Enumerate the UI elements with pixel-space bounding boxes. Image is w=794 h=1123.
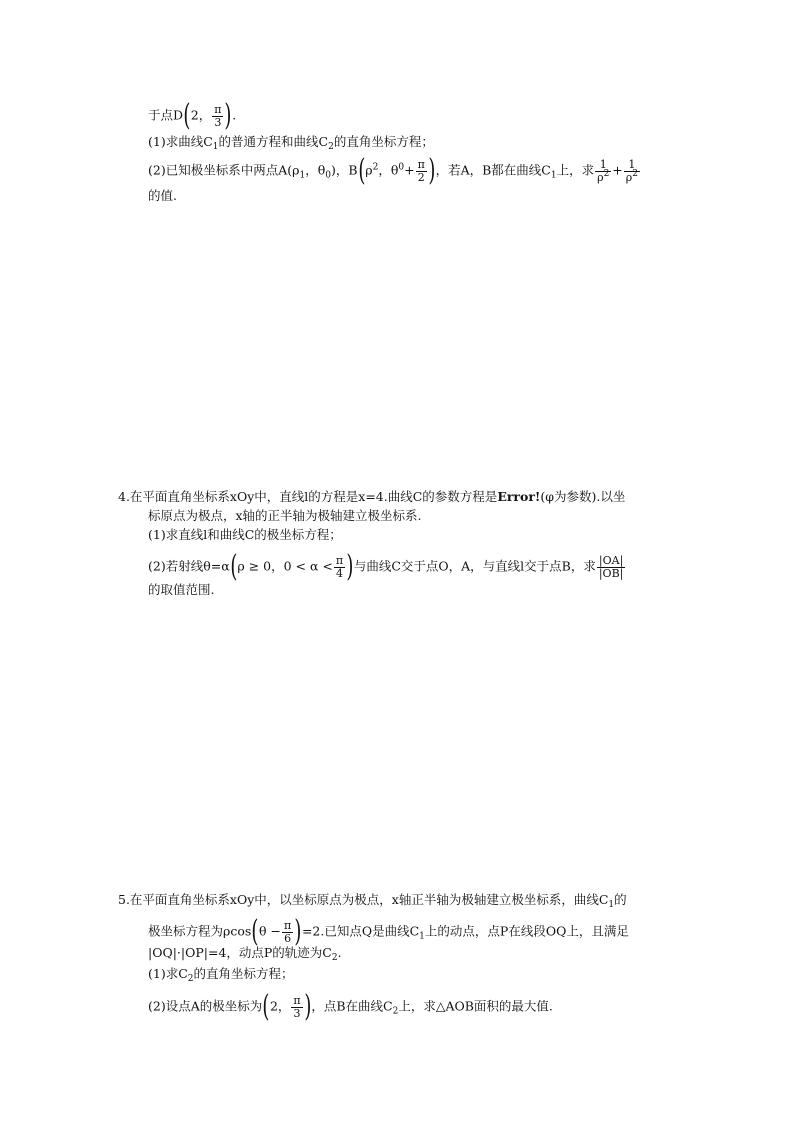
p3-line1: 于点D(2， $\frac{\pi}{3}$ ).: [148, 98, 237, 133]
p3-question-1: (1)求曲线$C_1$的普通方程和曲线$C_2$的直角坐标方程；: [148, 134, 434, 152]
p3-question-2: (2)已知极坐标系中两点$A(\rho_1$，$\theta_0$)，$B(\rho^2$，$\theta^0+$ $\frac{\pi}{2}$ )，若A，B都在曲线$C_1$上，求 $\frac{1}{\rho^2}$ + $\frac{1}{\rho^2}$: [148, 153, 638, 188]
pi-over-6-fraction: $\frac{\pi}{6}$: [284, 918, 292, 945]
p4-question-1: (1)求直线l和曲线C的极坐标方程；: [148, 527, 342, 542]
pi-over-2-fraction: $\frac{\pi}{2}$: [417, 157, 425, 184]
p5-question-2: (2)设点A的极坐标为(2， $\frac{\pi}{3}$ )，点B在曲线$C_2$上，求△AOB面积的最大值.: [148, 989, 553, 1024]
p4-line2: 标原点为极点，x轴的正半轴为极轴建立极坐标系.: [148, 508, 422, 523]
p3-line4: 的值.: [148, 188, 177, 203]
p4-line5: 的取值范围.: [148, 582, 215, 597]
p5-question-1: (1)求$C_2$的直角坐标方程；: [148, 966, 294, 984]
p4-line1: 4.在平面直角坐标系xOy中，直线l的方程是x=4.曲线C的参数方程是Error!(φ为参数).以坐: [118, 489, 626, 504]
error-text: Error!: [497, 489, 541, 504]
p5-line1: 5.在平面直角坐标系xOy中，以坐标原点为极点，x轴正半轴为极轴建立极坐标系，曲线$C_1$的: [118, 892, 627, 910]
pi-over-3-fraction: $\frac{\pi}{3}$: [214, 102, 222, 129]
pi-over-4-fraction: $\frac{\pi}{4}$: [335, 553, 344, 580]
one-over-rho2-squared: $\frac{1}{\rho^2}$: [625, 157, 638, 184]
one-over-rho1-squared: $\frac{1}{\rho^2}$: [597, 157, 610, 184]
p5-line2: 极坐标方程为ρcos(θ − $\frac{\pi}{6}$ )=2.已知点Q是曲线$C_1$上的动点，点P在线段OQ上，且满足: [148, 914, 629, 949]
pi-over-3-fraction-2: $\frac{\pi}{3}$: [293, 993, 301, 1020]
p5-line3: |OQ|·|OP|=4，动点P的轨迹为$C_2$.: [148, 945, 342, 963]
oa-over-ob-fraction: $\frac{|OA|}{|OB|}$: [598, 553, 624, 580]
p4-question-2: (2)若射线θ=α(ρ ≥ 0，0 < α < $\frac{\pi}{4}$ )与曲线C交于点O，A，与直线l交于点B，求 $\frac{|OA|}{|OB|}$: [148, 549, 624, 584]
